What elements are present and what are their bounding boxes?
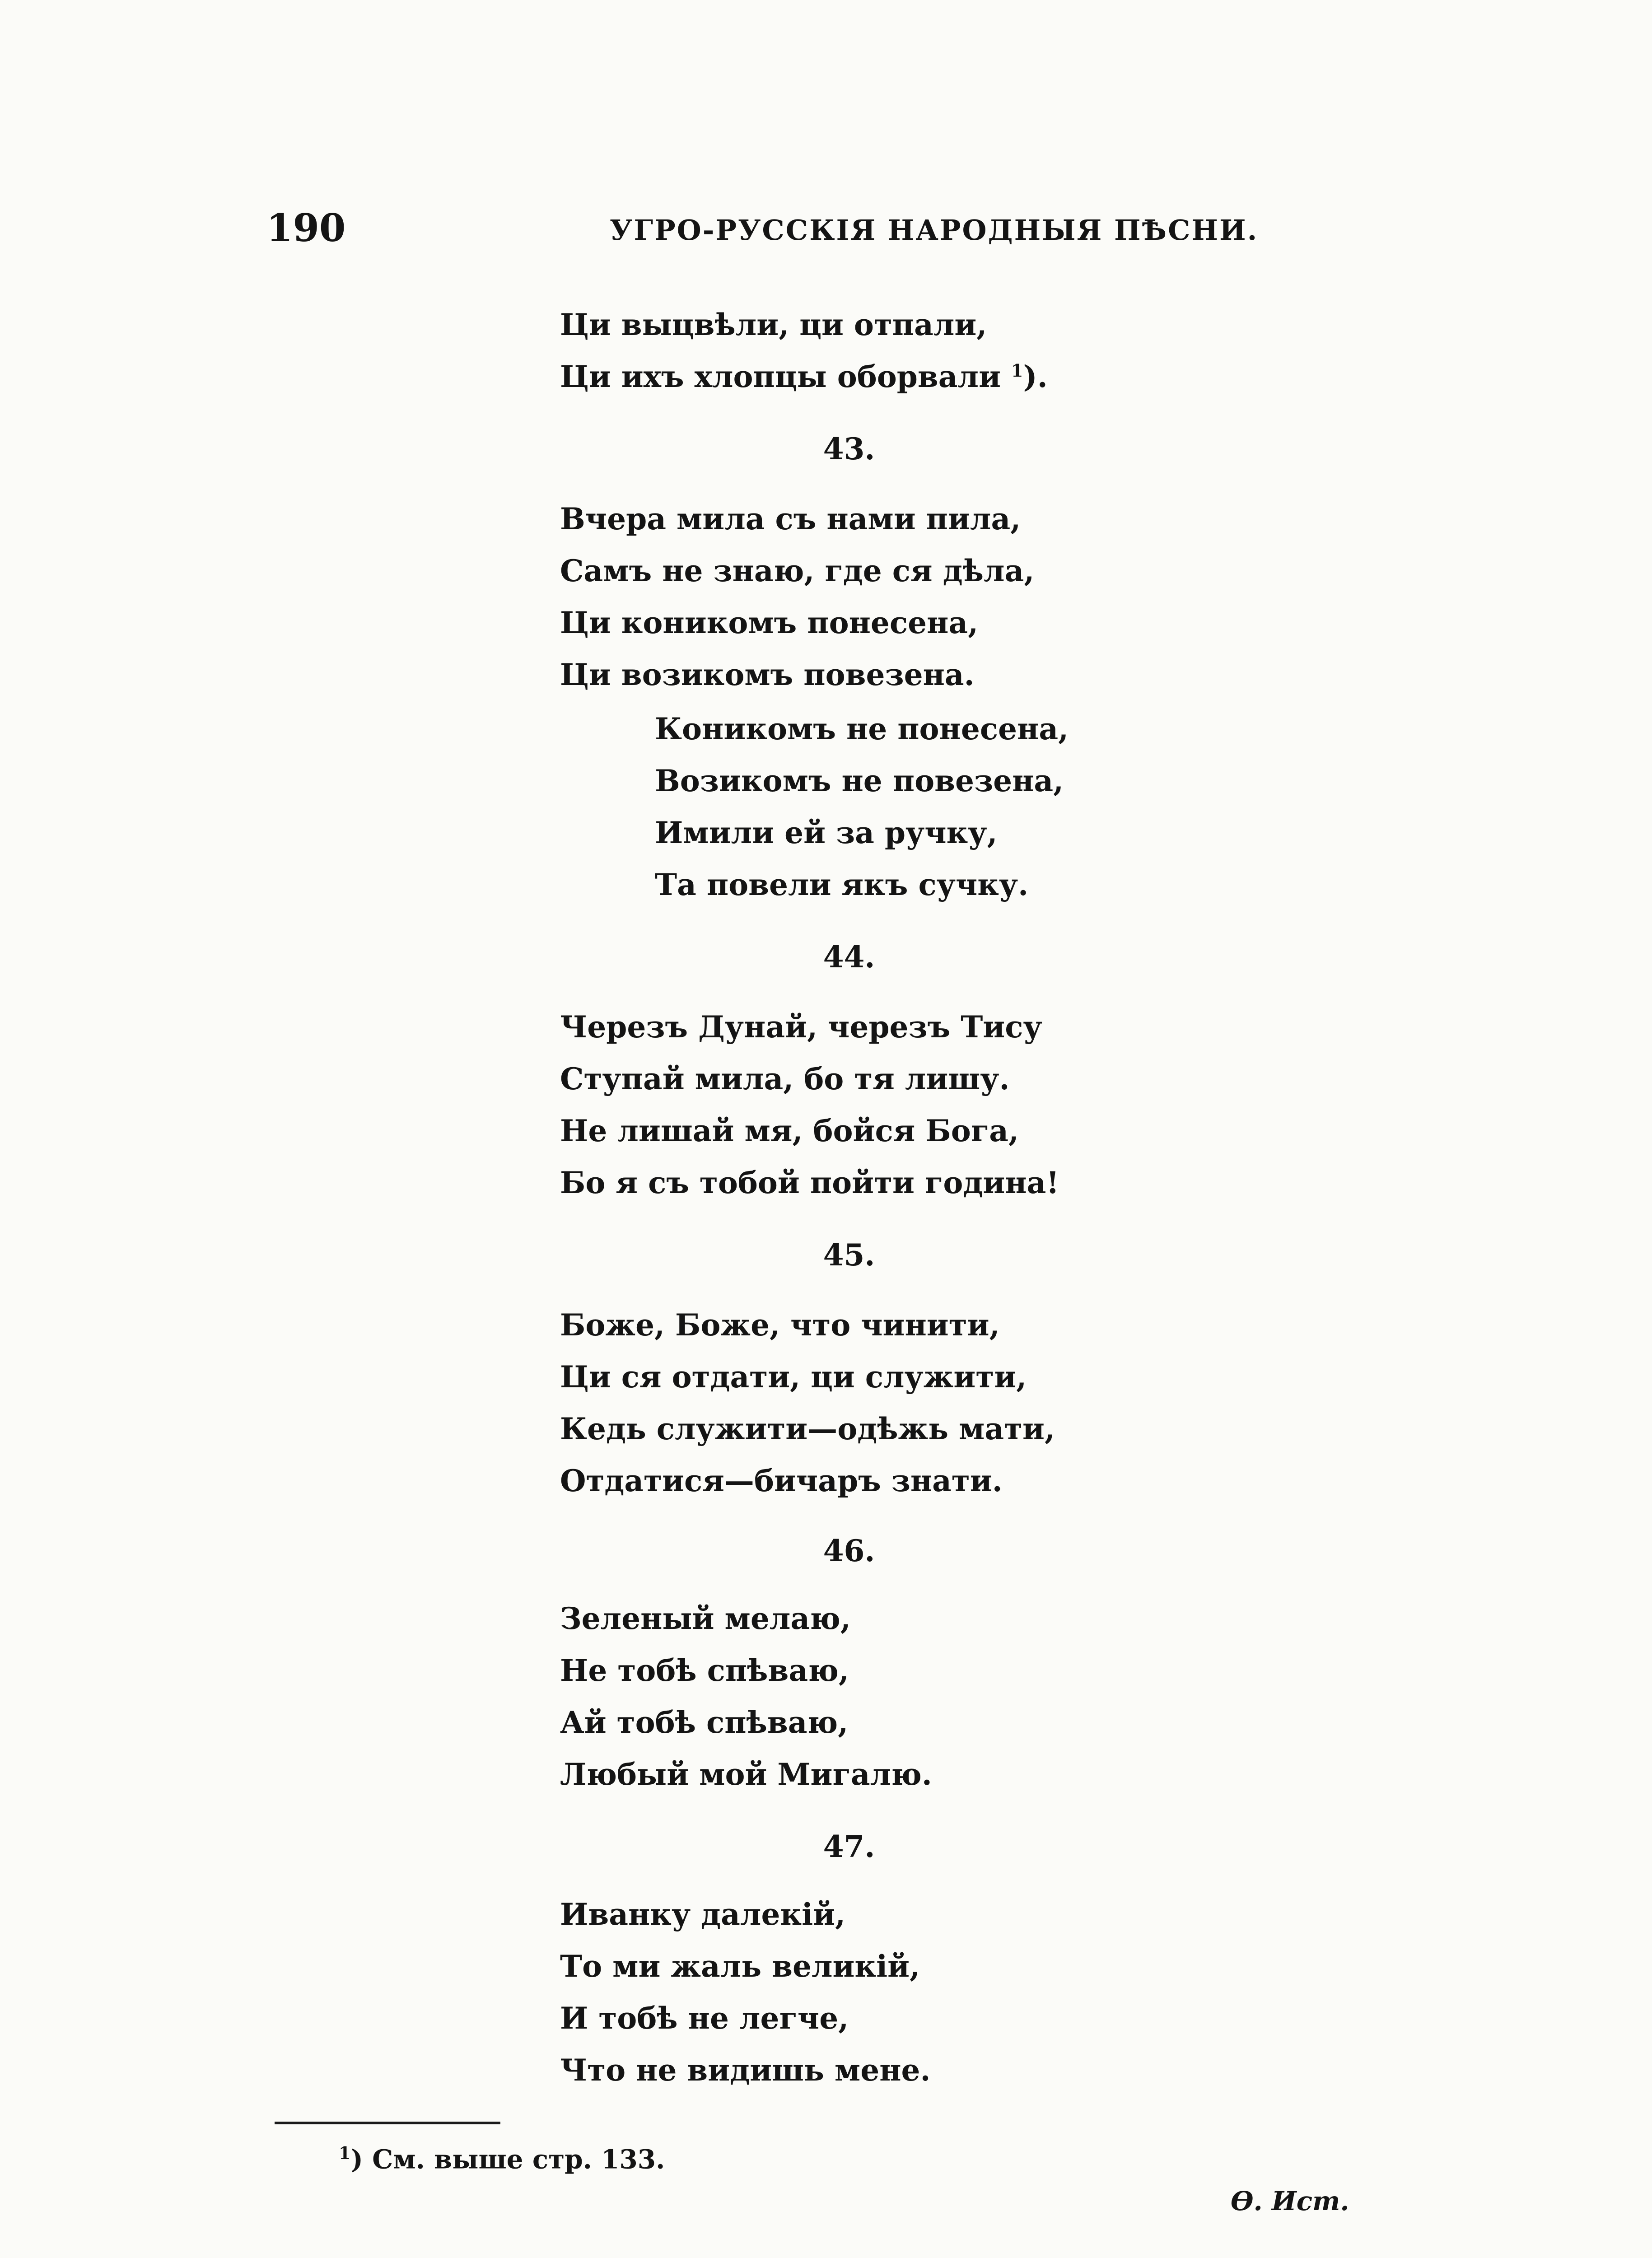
- verse-line: Не тобѣ спѣваю,: [560, 1653, 849, 1688]
- verse-line: Вчера мила съ нами пила,: [560, 501, 1021, 537]
- footnote-text: ) См. выше стр. 133.: [350, 2144, 665, 2175]
- running-title: УГРО-РУССКІЯ НАРОДНЫЯ ПѢСНИ.: [610, 214, 1259, 247]
- verse-line: Ступай мила, бо тя лишу.: [560, 1061, 1010, 1096]
- song-number: 47.: [823, 1829, 875, 1864]
- verse-line: Ци коникомъ понесена,: [560, 605, 979, 640]
- song-number: 45.: [823, 1237, 875, 1273]
- verse-line-indented: Имили ей за ручку,: [655, 815, 998, 850]
- verse-line: То ми жаль великій,: [560, 1949, 920, 1984]
- page-number: 190: [266, 205, 346, 250]
- verse-line: Не лишай мя, бойся Бога,: [560, 1113, 1019, 1148]
- verse-line-indented: Та повели якъ сучку.: [655, 867, 1029, 902]
- song-number: 43.: [823, 431, 875, 467]
- verse-line: Зеленый мелаю,: [560, 1601, 851, 1636]
- footnote-reference: 1: [1011, 360, 1023, 381]
- verse-line-indented: Возикомъ не повезена,: [655, 763, 1064, 798]
- verse-line: И тобѣ не легче,: [560, 2001, 849, 2036]
- verse-line: Черезъ Дунай, черезъ Тису: [560, 1009, 1042, 1045]
- verse-line: Боже, Боже, что чинити,: [560, 1307, 1000, 1343]
- page-header: [0, 205, 1652, 260]
- footnote: [339, 2143, 665, 2174]
- verse-line: Кедь служити—одѣжь мати,: [560, 1411, 1055, 1446]
- verse-line: Ци выцвѣли, ци отпали,: [560, 307, 987, 342]
- verse-line: Любый мой Мигалю.: [560, 1757, 932, 1792]
- verse-line: Ци возикомъ повезена.: [560, 657, 975, 692]
- verse-line: Ай тобѣ спѣваю,: [560, 1705, 849, 1740]
- verse-line: Что не видишь мене.: [560, 2053, 931, 2088]
- verse-line: Иванку далекій,: [560, 1897, 846, 1932]
- verse-line: Самъ не знаю, где ся дѣла,: [560, 553, 1035, 588]
- song-number: 46.: [823, 1533, 875, 1568]
- verse-line: Бо я съ тобой пойти година!: [560, 1165, 1059, 1200]
- verse-line-indented: Коникомъ не понесена,: [655, 711, 1069, 746]
- verse-line: Ци ихъ хлопцы оборвали $^1$).: [560, 359, 1048, 394]
- song-number: 44.: [823, 939, 875, 975]
- verse-line: Ци ся отдати, ци служити,: [560, 1359, 1027, 1395]
- footnote-rule: [275, 2122, 500, 2124]
- signature: Ө. Ист.: [1231, 2186, 1349, 2216]
- footnote-marker: 1: [339, 2143, 351, 2163]
- verse-line: Отдатися—бичаръ знати.: [560, 1463, 1003, 1498]
